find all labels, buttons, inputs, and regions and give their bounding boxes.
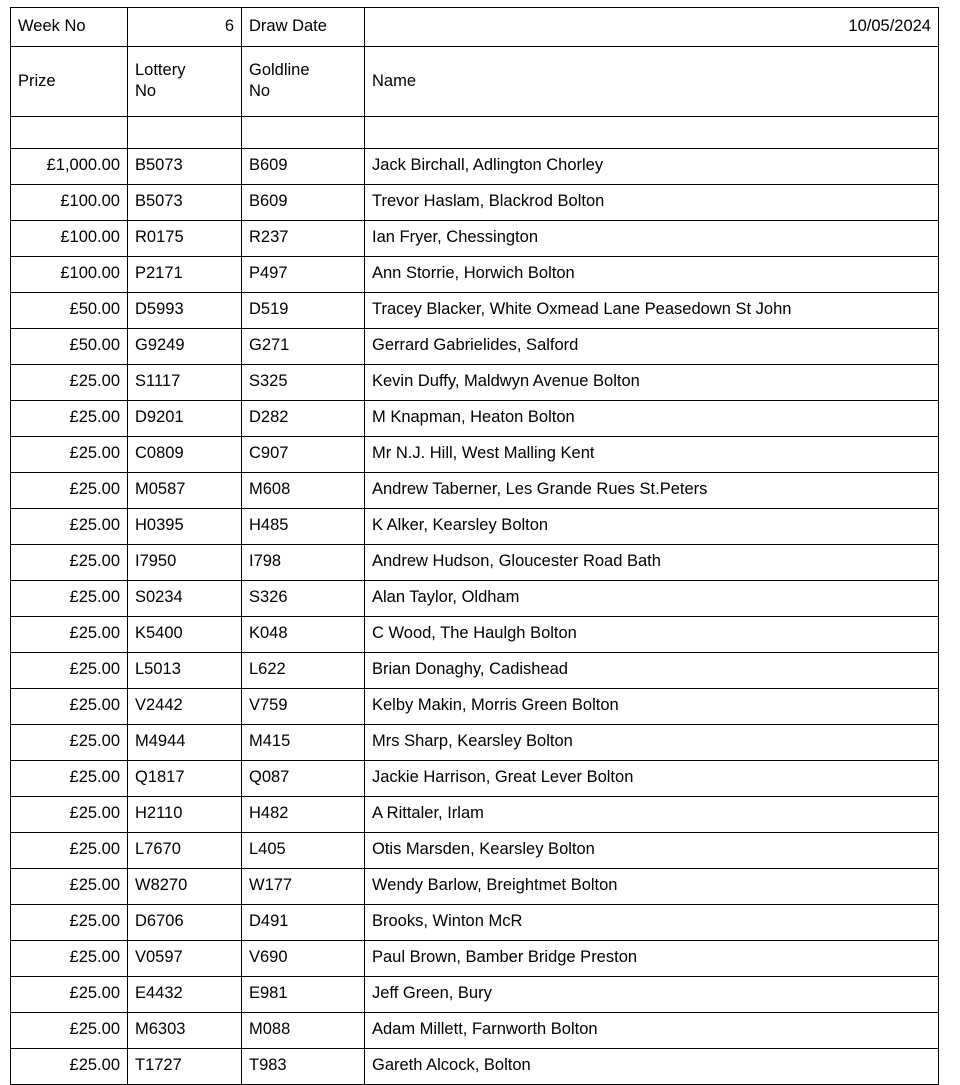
cell-prize: £25.00: [11, 653, 128, 689]
cell-name: Adam Millett, Farnworth Bolton: [365, 1013, 939, 1049]
cell-goldline-no: W177: [242, 869, 365, 905]
spacer-cell-goldline-no: [242, 117, 365, 149]
cell-goldline-no: K048: [242, 617, 365, 653]
cell-goldline-no: G271: [242, 329, 365, 365]
table-row: [11, 365, 939, 401]
cell-prize: £1,000.00: [11, 149, 128, 185]
cell-name: C Wood, The Haulgh Bolton: [365, 617, 939, 653]
cell-prize: £25.00: [11, 725, 128, 761]
cell-name: Andrew Hudson, Gloucester Road Bath: [365, 545, 939, 581]
column-header-name: [365, 47, 939, 117]
cell-goldline-no: M608: [242, 473, 365, 509]
table-row: [11, 509, 939, 545]
column-header-prize-text: Prize: [18, 71, 56, 90]
table-row: [11, 1013, 939, 1049]
cell-name: Jeff Green, Bury: [365, 977, 939, 1013]
spacer-cell-name: [365, 117, 939, 149]
column-header-row: [11, 47, 939, 117]
cell-lottery-no: M4944: [128, 725, 242, 761]
cell-goldline-no: V759: [242, 689, 365, 725]
cell-goldline-no: L405: [242, 833, 365, 869]
cell-goldline-no: E981: [242, 977, 365, 1013]
table-row: [11, 221, 939, 257]
cell-lottery-no: D6706: [128, 905, 242, 941]
cell-prize: £25.00: [11, 761, 128, 797]
cell-prize: £25.00: [11, 941, 128, 977]
cell-lottery-no: S1117: [128, 365, 242, 401]
cell-goldline-no: B609: [242, 185, 365, 221]
cell-name: Gerrard Gabrielides, Salford: [365, 329, 939, 365]
table-row: [11, 545, 939, 581]
cell-name: Wendy Barlow, Breightmet Bolton: [365, 869, 939, 905]
cell-prize: £100.00: [11, 257, 128, 293]
cell-lottery-no: V2442: [128, 689, 242, 725]
cell-goldline-no: B609: [242, 149, 365, 185]
cell-goldline-no: V690: [242, 941, 365, 977]
table-row: [11, 401, 939, 437]
cell-prize: £25.00: [11, 401, 128, 437]
cell-goldline-no: Q087: [242, 761, 365, 797]
week-no-label: Week No: [11, 8, 128, 47]
cell-prize: £25.00: [11, 977, 128, 1013]
table-row: [11, 905, 939, 941]
spacer-cell-lottery-no: [128, 117, 242, 149]
cell-lottery-no: Q1817: [128, 761, 242, 797]
table-row: [11, 257, 939, 293]
week-no-value: 6: [128, 8, 242, 47]
cell-name: Jackie Harrison, Great Lever Bolton: [365, 761, 939, 797]
cell-lottery-no: I7950: [128, 545, 242, 581]
table-row: [11, 1049, 939, 1085]
cell-lottery-no: L5013: [128, 653, 242, 689]
cell-goldline-no: C907: [242, 437, 365, 473]
cell-goldline-no: D519: [242, 293, 365, 329]
cell-goldline-no: S325: [242, 365, 365, 401]
cell-name: Mrs Sharp, Kearsley Bolton: [365, 725, 939, 761]
cell-lottery-no: H0395: [128, 509, 242, 545]
table-row: [11, 617, 939, 653]
table-row: [11, 329, 939, 365]
table-row: [11, 437, 939, 473]
draw-date-label: Draw Date: [242, 8, 365, 47]
table-row: [11, 725, 939, 761]
cell-prize: £25.00: [11, 1013, 128, 1049]
cell-name: Mr N.J. Hill, West Malling Kent: [365, 437, 939, 473]
cell-prize: £25.00: [11, 473, 128, 509]
cell-lottery-no: M0587: [128, 473, 242, 509]
cell-lottery-no: E4432: [128, 977, 242, 1013]
table-row: [11, 797, 939, 833]
spacer-row: [11, 117, 939, 149]
cell-lottery-no: T1727: [128, 1049, 242, 1085]
cell-lottery-no: L7670: [128, 833, 242, 869]
spacer-cell-prize: [11, 117, 128, 149]
cell-goldline-no: D282: [242, 401, 365, 437]
cell-name: Brian Donaghy, Cadishead: [365, 653, 939, 689]
cell-prize: £25.00: [11, 581, 128, 617]
cell-name: Ann Storrie, Horwich Bolton: [365, 257, 939, 293]
cell-prize: £25.00: [11, 869, 128, 905]
cell-prize: £50.00: [11, 293, 128, 329]
cell-lottery-no: P2171: [128, 257, 242, 293]
table-row: [11, 977, 939, 1013]
table-row: [11, 473, 939, 509]
cell-prize: £25.00: [11, 617, 128, 653]
cell-name: Gareth Alcock, Bolton: [365, 1049, 939, 1085]
column-header-name-text: Name: [372, 71, 417, 90]
cell-lottery-no: B5073: [128, 149, 242, 185]
cell-lottery-no: D5993: [128, 293, 242, 329]
cell-goldline-no: S326: [242, 581, 365, 617]
cell-goldline-no: R237: [242, 221, 365, 257]
cell-prize: £25.00: [11, 437, 128, 473]
cell-prize: £25.00: [11, 365, 128, 401]
cell-lottery-no: G9249: [128, 329, 242, 365]
lottery-results-table: [10, 7, 939, 1085]
cell-goldline-no: D491: [242, 905, 365, 941]
cell-lottery-no: R0175: [128, 221, 242, 257]
table-row: [11, 689, 939, 725]
cell-name: Kelby Makin, Morris Green Bolton: [365, 689, 939, 725]
cell-name: Otis Marsden, Kearsley Bolton: [365, 833, 939, 869]
table-row: [11, 761, 939, 797]
column-header-goldline-no: [242, 47, 365, 117]
cell-lottery-no: C0809: [128, 437, 242, 473]
draw-header-row: [11, 8, 939, 47]
cell-goldline-no: T983: [242, 1049, 365, 1085]
table-row: [11, 869, 939, 905]
table-row: [11, 185, 939, 221]
table-row: [11, 833, 939, 869]
cell-goldline-no: P497: [242, 257, 365, 293]
cell-lottery-no: W8270: [128, 869, 242, 905]
cell-prize: £50.00: [11, 329, 128, 365]
cell-prize: £25.00: [11, 797, 128, 833]
cell-lottery-no: M6303: [128, 1013, 242, 1049]
cell-name: Jack Birchall, Adlington Chorley: [365, 149, 939, 185]
cell-prize: £25.00: [11, 545, 128, 581]
table-row: [11, 653, 939, 689]
cell-goldline-no: H482: [242, 797, 365, 833]
cell-prize: £25.00: [11, 833, 128, 869]
cell-prize: £25.00: [11, 1049, 128, 1085]
table-row: [11, 149, 939, 185]
table-row: [11, 941, 939, 977]
column-header-goldline-no-line2: No: [249, 82, 271, 100]
table-row: [11, 293, 939, 329]
cell-lottery-no: S0234: [128, 581, 242, 617]
cell-goldline-no: M415: [242, 725, 365, 761]
cell-name: Brooks, Winton McR: [365, 905, 939, 941]
column-header-lottery-no-line1: Lottery: [135, 61, 186, 80]
cell-prize: £25.00: [11, 509, 128, 545]
cell-name: Ian Fryer, Chessington: [365, 221, 939, 257]
cell-goldline-no: H485: [242, 509, 365, 545]
cell-lottery-no: K5400: [128, 617, 242, 653]
cell-name: Trevor Haslam, Blackrod Bolton: [365, 185, 939, 221]
column-header-goldline-no-line1: Goldline: [249, 61, 310, 80]
column-header-lottery-no: [128, 47, 242, 117]
column-header-lottery-no-line2: No: [135, 82, 157, 100]
cell-name: Paul Brown, Bamber Bridge Preston: [365, 941, 939, 977]
cell-lottery-no: H2110: [128, 797, 242, 833]
cell-goldline-no: M088: [242, 1013, 365, 1049]
cell-lottery-no: B5073: [128, 185, 242, 221]
cell-prize: £25.00: [11, 689, 128, 725]
cell-name: M Knapman, Heaton Bolton: [365, 401, 939, 437]
cell-name: K Alker, Kearsley Bolton: [365, 509, 939, 545]
cell-name: Kevin Duffy, Maldwyn Avenue Bolton: [365, 365, 939, 401]
table-row: [11, 581, 939, 617]
column-header-prize: [11, 47, 128, 117]
cell-name: Alan Taylor, Oldham: [365, 581, 939, 617]
cell-name: Tracey Blacker, White Oxmead Lane Peasedown St John: [365, 293, 939, 329]
cell-prize: £25.00: [11, 905, 128, 941]
cell-goldline-no: I798: [242, 545, 365, 581]
cell-name: Andrew Taberner, Les Grande Rues St.Peters: [365, 473, 939, 509]
cell-lottery-no: V0597: [128, 941, 242, 977]
cell-name: A Rittaler, Irlam: [365, 797, 939, 833]
draw-date-value: 10/05/2024: [365, 8, 939, 47]
cell-lottery-no: D9201: [128, 401, 242, 437]
cell-goldline-no: L622: [242, 653, 365, 689]
table-body: [11, 8, 939, 1085]
cell-prize: £100.00: [11, 221, 128, 257]
cell-prize: £100.00: [11, 185, 128, 221]
